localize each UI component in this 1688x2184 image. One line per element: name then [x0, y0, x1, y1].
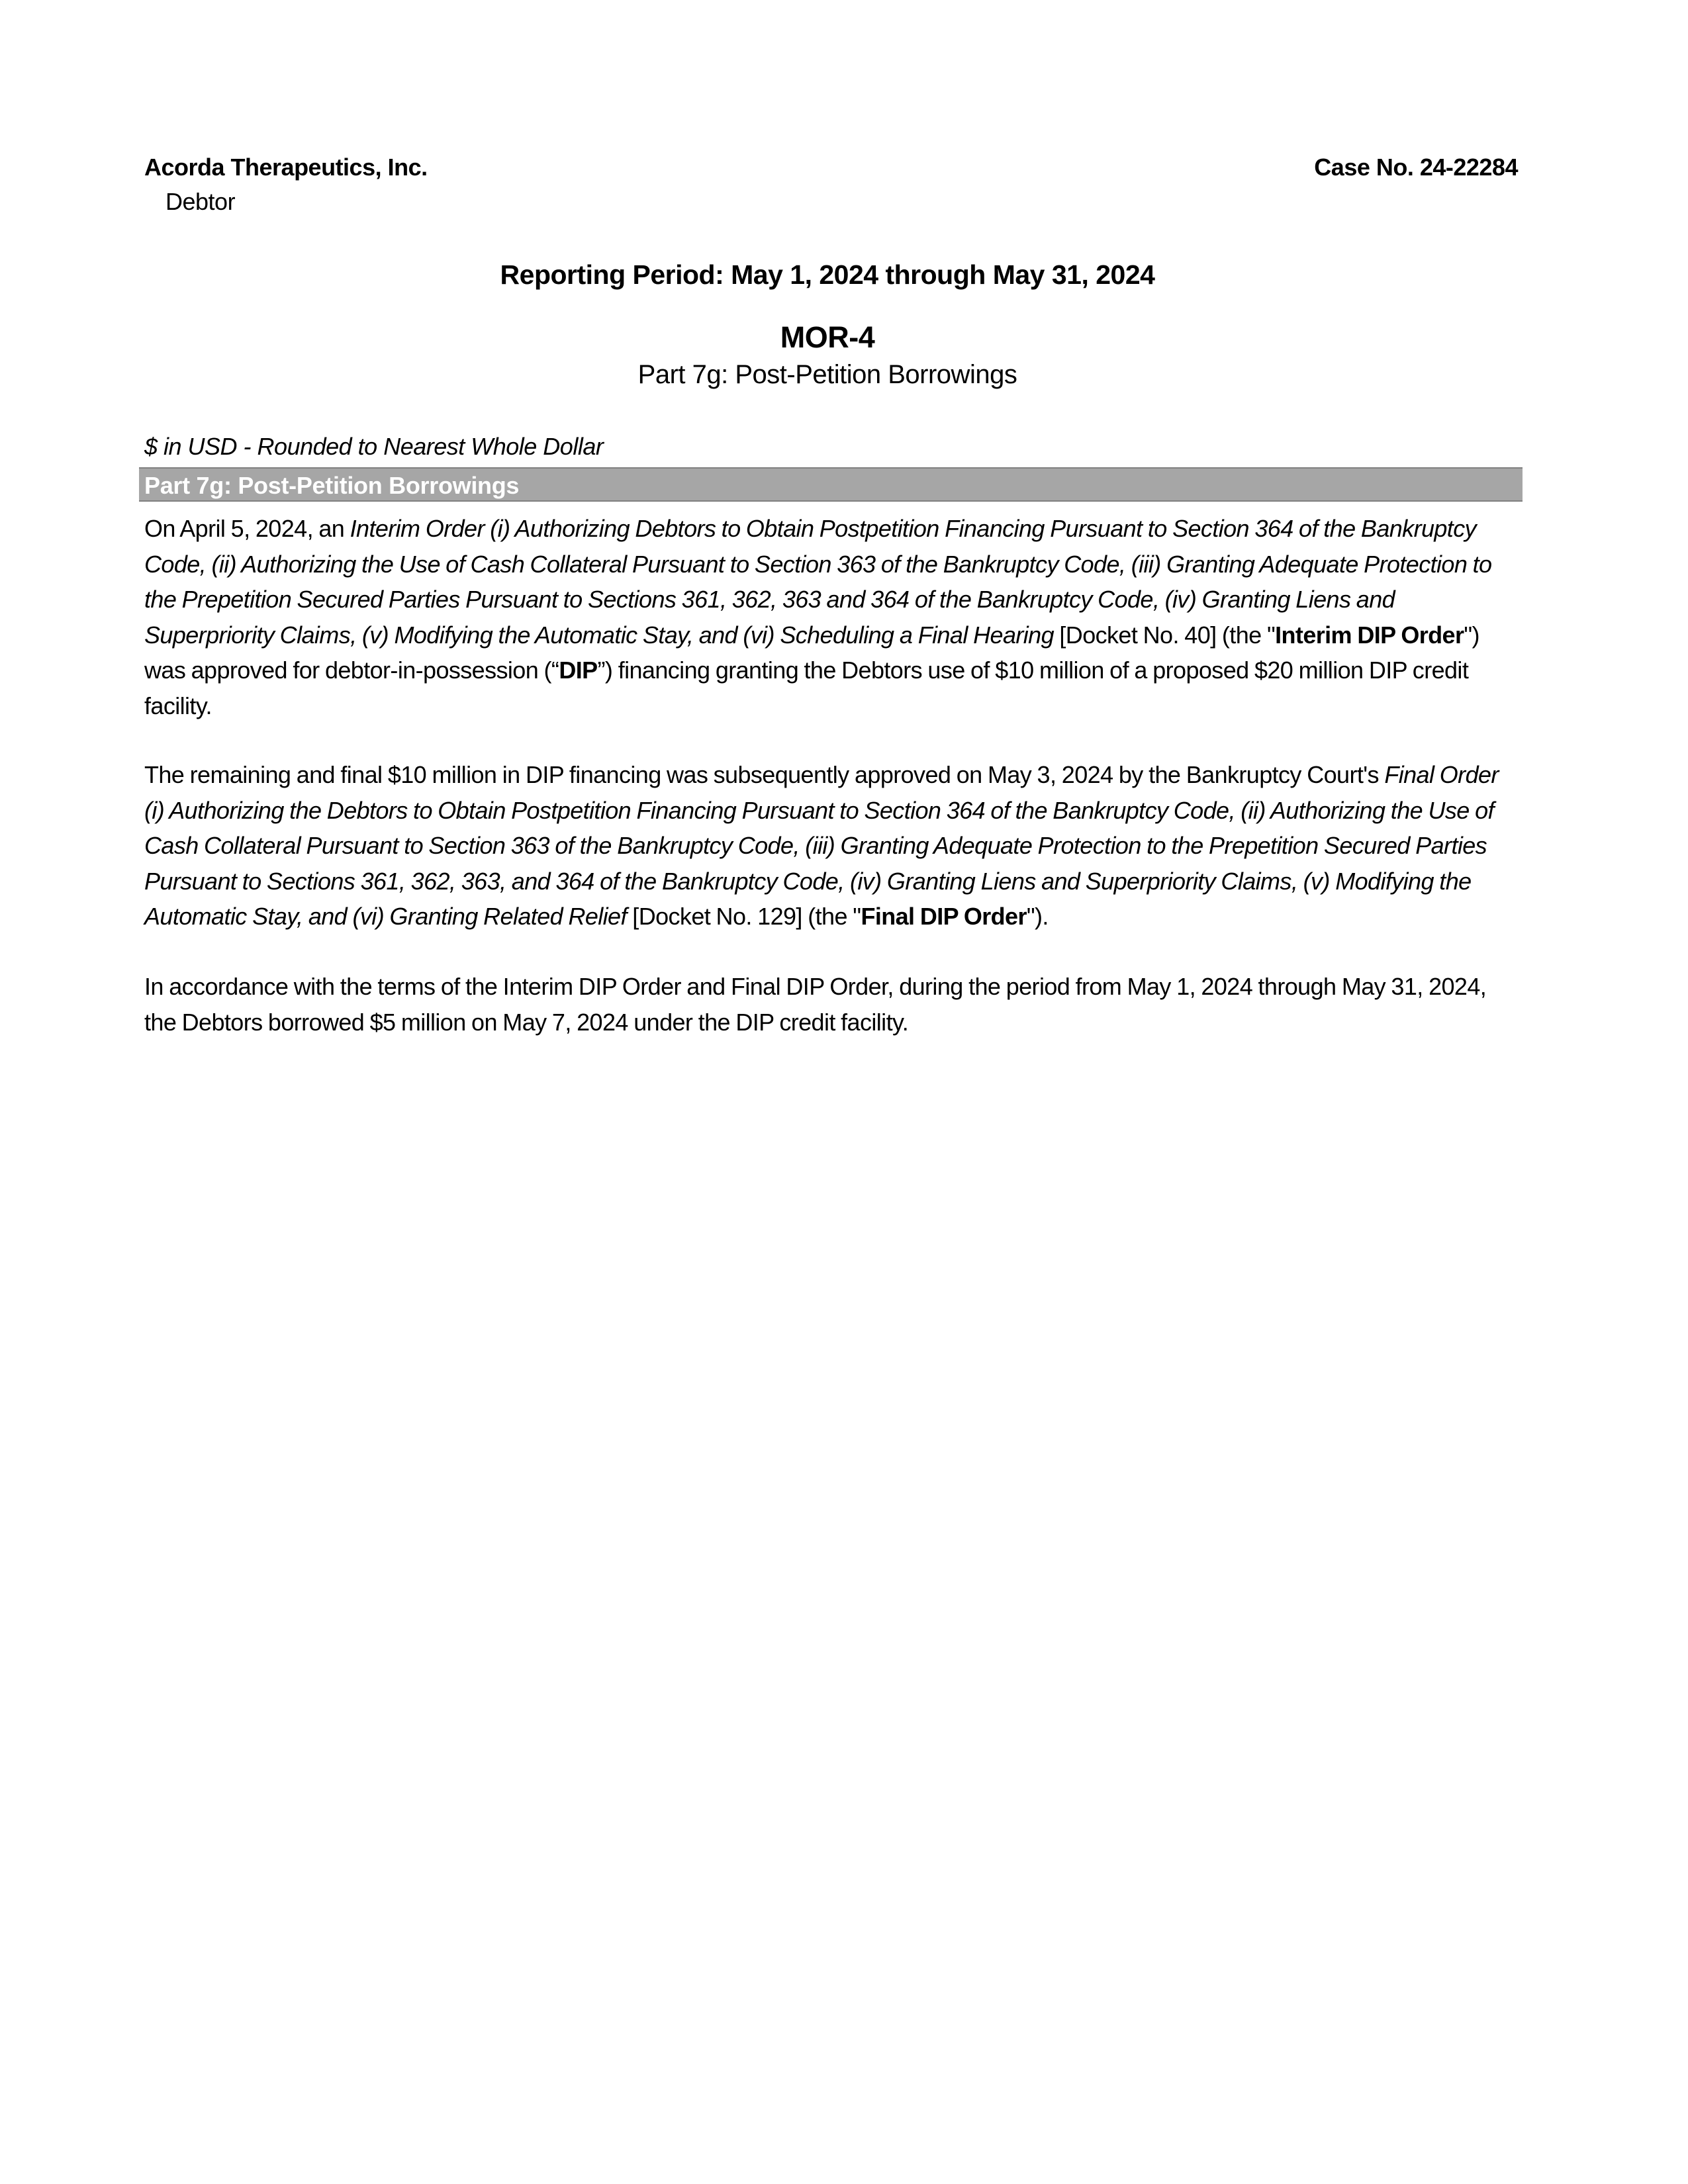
p1-defined-term-dip: DIP: [559, 657, 598, 684]
debtor-name: Acorda Therapeutics, Inc.: [144, 154, 428, 181]
section-title: Part 7g: Post-Petition Borrowings: [144, 472, 520, 499]
section-header-bar: [139, 467, 1523, 502]
p1-text-1: On April 5, 2024, an: [144, 515, 350, 542]
form-code: MOR-4: [780, 320, 875, 354]
p2-text-1: The remaining and final $10 million in DIP financing was subsequently approved on May 3, 2024 by the Bankruptcy Court's: [144, 761, 1385, 788]
p3-text-1: In accordance with the terms of the Interim DIP Order and Final DIP Order, during the period from May 1, 2024 through May 31, 2024, the Debtors borrowed $5 million on May 7, 2024 under the DIP credit facility.: [144, 973, 1487, 1036]
reporting-period: Reporting Period: May 1, 2024 through May 31, 2024: [500, 259, 1155, 290]
units-note: $ in USD - Rounded to Nearest Whole Dollar: [144, 433, 604, 460]
p2-text-3: [Docket No. 129] (the ": [626, 903, 861, 930]
debtor-label: Debtor: [165, 188, 236, 215]
p1-order-title: Interim Order (i) Authorizing Debtors to Obtain Postpetition Financing Pursuant to Section 364 of the Bankruptcy Code, (ii) Authorizing the Use of Cash Collateral Pursuant to Section 363 of the Bankruptcy Code, (iii) Granting Adequate Protection to the Prepetition Secured Parties Pursuant to Sections 361, 362, 363 and 364 of the Bankruptcy Code, (iv) Granting Liens and Superpriority Claims, (v) Modifying the Automatic Stay, and (vi) Scheduling a Final Hearing: [144, 515, 1492, 649]
p1-text-7: ”) financing granting the Debtors use of $10 million of a proposed $20 million DIP credit facility.: [144, 657, 1469, 719]
form-subtitle: Part 7g: Post-Petition Borrowings: [637, 360, 1017, 389]
p1-text-3: [Docket No. 40] (the ": [1054, 621, 1276, 649]
paragraph-interim-dip-order: [144, 511, 1521, 723]
paragraph-borrowings: [144, 969, 1521, 1040]
p2-defined-term-final: Final DIP Order: [861, 903, 1027, 930]
p2-order-title: Final Order (i) Authorizing the Debtors to Obtain Postpetition Financing Pursuant to Section 364 of the Bankruptcy Code, (ii) Authorizing the Use of Cash Collateral Pursuant to Section 363 of the Bankruptcy Code, (iii) Granting Adequate Protection to the Prepetition Secured Parties Pursuant to Sections 361, 362, 363, and 364 of the Bankruptcy Code, (iv) Granting Liens and Superpriority Claims, (v) Modifying the Automatic Stay, and (vi) Granting Related Relief: [144, 761, 1499, 930]
p2-text-5: ").: [1026, 903, 1049, 930]
p1-text-5: ") was approved for debtor-in-possession (“: [144, 621, 1479, 684]
case-number: Case No. 24-22284: [1314, 154, 1518, 181]
paragraph-final-dip-order: [144, 757, 1521, 934]
p1-defined-term-interim: Interim DIP Order: [1275, 621, 1464, 649]
